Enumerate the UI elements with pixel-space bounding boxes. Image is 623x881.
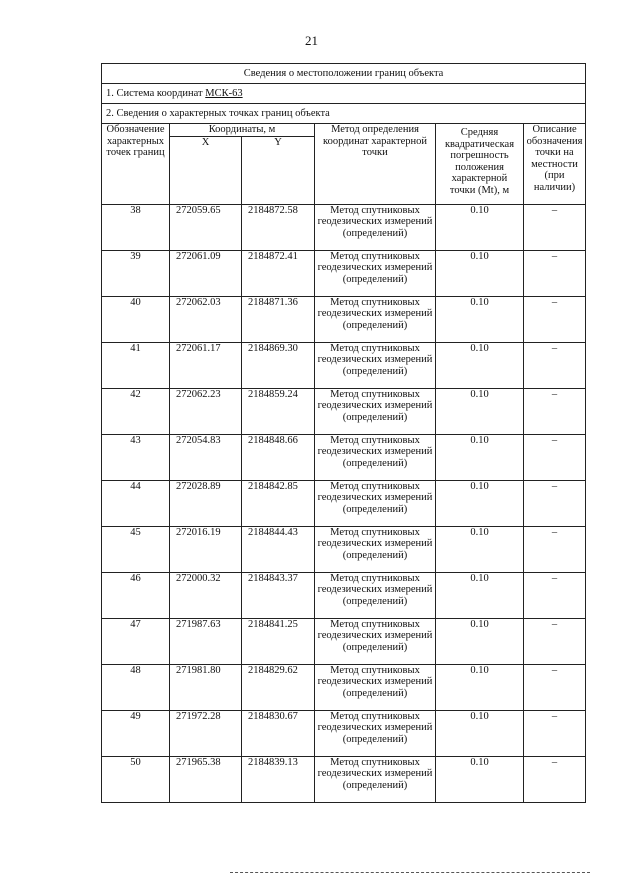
point-number-cell: 48	[102, 664, 170, 710]
x-coordinate-cell: 271972.28	[170, 710, 242, 756]
point-number-cell: 49	[102, 710, 170, 756]
description-cell: –	[524, 618, 586, 664]
y-coordinate-cell: 2184844.43	[242, 526, 315, 572]
point-number-cell: 38	[102, 204, 170, 250]
method-cell: Метод спутниковых геодезических измерений (определений)	[315, 250, 436, 296]
x-coordinate-cell: 272062.23	[170, 388, 242, 434]
y-coordinate-cell: 2184848.66	[242, 434, 315, 480]
description-cell: –	[524, 526, 586, 572]
precision-cell: 0.10	[436, 526, 524, 572]
point-number-cell: 46	[102, 572, 170, 618]
precision-cell: 0.10	[436, 250, 524, 296]
point-number-cell: 50	[102, 756, 170, 802]
coordinate-system-label: 1. Система координат	[106, 88, 206, 99]
point-number-cell: 47	[102, 618, 170, 664]
description-cell: –	[524, 664, 586, 710]
points-section-title: 2. Сведения о характерных точках границ объекта	[102, 104, 586, 124]
point-number-cell: 39	[102, 250, 170, 296]
header-designation: Обозначение характерных точек границ	[102, 124, 170, 205]
x-coordinate-cell: 272061.09	[170, 250, 242, 296]
precision-cell: 0.10	[436, 710, 524, 756]
method-cell: Метод спутниковых геодезических измерений (определений)	[315, 480, 436, 526]
description-cell: –	[524, 204, 586, 250]
method-cell: Метод спутниковых геодезических измерений (определений)	[315, 296, 436, 342]
method-cell: Метод спутниковых геодезических измерений (определений)	[315, 664, 436, 710]
table-row	[102, 664, 586, 710]
precision-cell: 0.10	[436, 618, 524, 664]
y-coordinate-cell: 2184843.37	[242, 572, 315, 618]
table-row	[102, 342, 586, 388]
table-row	[102, 434, 586, 480]
description-cell: –	[524, 710, 586, 756]
precision-cell: 0.10	[436, 342, 524, 388]
precision-cell: 0.10	[436, 756, 524, 802]
description-cell: –	[524, 342, 586, 388]
table-row	[102, 710, 586, 756]
y-coordinate-cell: 2184830.67	[242, 710, 315, 756]
point-number-cell: 45	[102, 526, 170, 572]
table-row	[102, 618, 586, 664]
method-cell: Метод спутниковых геодезических измерений (определений)	[315, 572, 436, 618]
point-number-cell: 42	[102, 388, 170, 434]
x-coordinate-cell: 271965.38	[170, 756, 242, 802]
description-cell: –	[524, 572, 586, 618]
method-cell: Метод спутниковых геодезических измерений (определений)	[315, 756, 436, 802]
table-title: Сведения о местоположении границ объекта	[102, 64, 586, 84]
table-row	[102, 526, 586, 572]
footer-divider	[230, 872, 590, 873]
header-precision: Средняя квадратическая погрешность положения характерной точки (Mt), м	[436, 124, 524, 205]
header-method: Метод определения координат характерной точки	[315, 124, 436, 205]
x-coordinate-cell: 272028.89	[170, 480, 242, 526]
method-cell: Метод спутниковых геодезических измерений (определений)	[315, 434, 436, 480]
description-cell: –	[524, 434, 586, 480]
y-coordinate-cell: 2184829.62	[242, 664, 315, 710]
x-coordinate-cell: 272061.17	[170, 342, 242, 388]
precision-cell: 0.10	[436, 664, 524, 710]
precision-cell: 0.10	[436, 572, 524, 618]
method-cell: Метод спутниковых геодезических измерений (определений)	[315, 388, 436, 434]
x-coordinate-cell: 272000.32	[170, 572, 242, 618]
precision-cell: 0.10	[436, 388, 524, 434]
description-cell: –	[524, 250, 586, 296]
table-row	[102, 388, 586, 434]
y-coordinate-cell: 2184842.85	[242, 480, 315, 526]
y-coordinate-cell: 2184872.58	[242, 204, 315, 250]
y-coordinate-cell: 2184872.41	[242, 250, 315, 296]
point-number-cell: 40	[102, 296, 170, 342]
point-number-cell: 41	[102, 342, 170, 388]
coordinate-system-value: МСК-63	[205, 88, 243, 99]
x-coordinate-cell: 272054.83	[170, 434, 242, 480]
table-row	[102, 572, 586, 618]
page-number: 21	[305, 33, 318, 48]
header-coordinates: Координаты, м	[170, 124, 315, 137]
header-y: Y	[242, 136, 315, 204]
coordinate-system-row	[102, 84, 586, 104]
y-coordinate-cell: 2184839.13	[242, 756, 315, 802]
table-row	[102, 250, 586, 296]
precision-cell: 0.10	[436, 480, 524, 526]
precision-cell: 0.10	[436, 296, 524, 342]
method-cell: Метод спутниковых геодезических измерений (определений)	[315, 204, 436, 250]
y-coordinate-cell: 2184871.36	[242, 296, 315, 342]
table-row	[102, 204, 586, 250]
precision-cell: 0.10	[436, 434, 524, 480]
description-cell: –	[524, 296, 586, 342]
x-coordinate-cell: 272062.03	[170, 296, 242, 342]
point-number-cell: 44	[102, 480, 170, 526]
description-cell: –	[524, 388, 586, 434]
method-cell: Метод спутниковых геодезических измерений (определений)	[315, 526, 436, 572]
x-coordinate-cell: 272016.19	[170, 526, 242, 572]
y-coordinate-cell: 2184859.24	[242, 388, 315, 434]
y-coordinate-cell: 2184841.25	[242, 618, 315, 664]
table-row	[102, 296, 586, 342]
header-description: Описание обозначения точки на местности (при наличии)	[524, 124, 586, 205]
precision-cell: 0.10	[436, 204, 524, 250]
boundary-table	[101, 63, 586, 803]
method-cell: Метод спутниковых геодезических измерений (определений)	[315, 618, 436, 664]
x-coordinate-cell: 271987.63	[170, 618, 242, 664]
x-coordinate-cell: 271981.80	[170, 664, 242, 710]
x-coordinate-cell: 272059.65	[170, 204, 242, 250]
method-cell: Метод спутниковых геодезических измерений (определений)	[315, 342, 436, 388]
table-row	[102, 480, 586, 526]
method-cell: Метод спутниковых геодезических измерений (определений)	[315, 710, 436, 756]
point-number-cell: 43	[102, 434, 170, 480]
description-cell: –	[524, 480, 586, 526]
header-x: X	[170, 136, 242, 204]
table-row	[102, 756, 586, 802]
description-cell: –	[524, 756, 586, 802]
y-coordinate-cell: 2184869.30	[242, 342, 315, 388]
